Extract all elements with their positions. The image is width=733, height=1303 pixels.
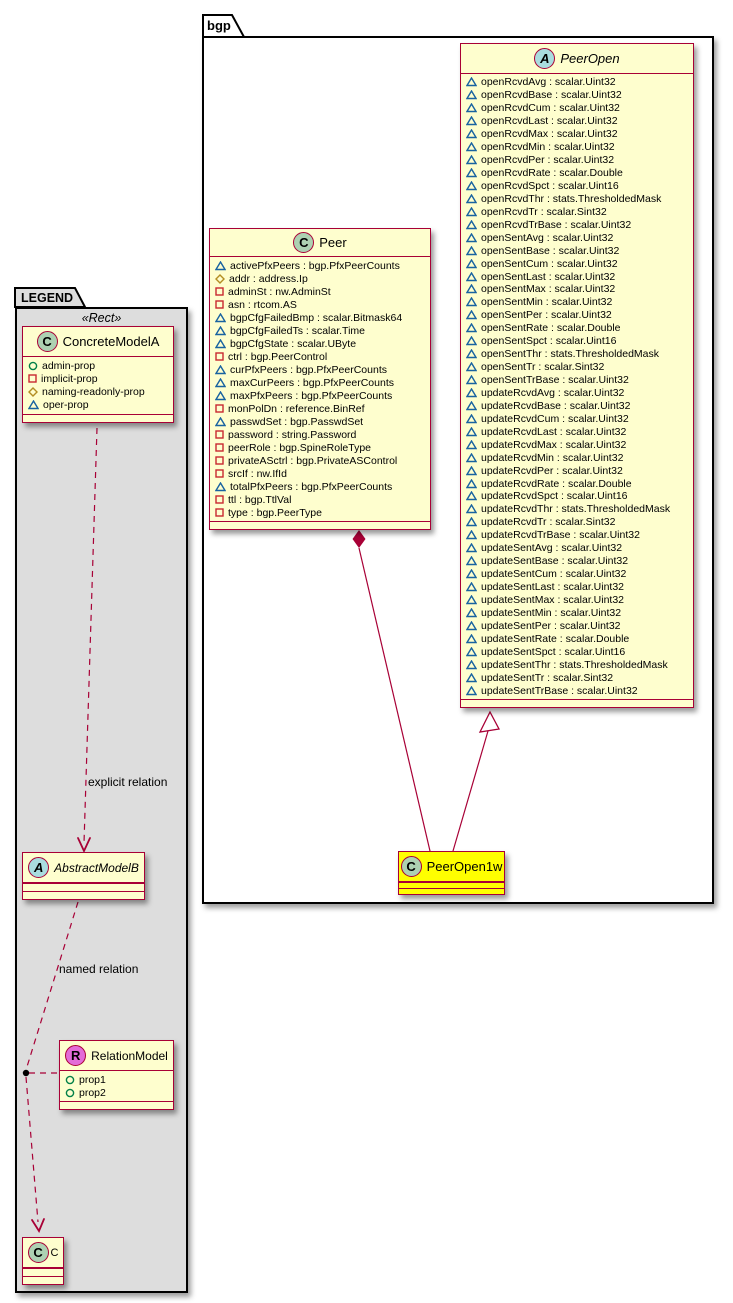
attribute-row	[215, 402, 427, 415]
attribute-row	[215, 480, 427, 493]
attribute-label: updateRcvdAvg : scalar.Uint32	[481, 386, 625, 399]
attribute-row	[466, 257, 690, 270]
named-relation-line-lower	[26, 1077, 38, 1222]
attribute-row	[466, 167, 690, 180]
attribute-row	[215, 350, 427, 363]
attribute-label: maxPfxPeers : bgp.PfxPeerCounts	[230, 389, 393, 402]
attribute-label: openSentSpct : scalar.Uint16	[481, 335, 617, 348]
attribute-label: prop2	[79, 1086, 106, 1099]
triangle-icon	[466, 220, 477, 230]
methods-section	[60, 1101, 173, 1109]
triangle-icon	[466, 517, 477, 527]
attribute-label: openRcvdPer : scalar.Uint32	[481, 154, 615, 167]
composition-diamond-icon	[353, 530, 366, 548]
attribute-label: ctrl : bgp.PeerControl	[228, 350, 328, 363]
legend-package-label: LEGEND	[21, 291, 74, 305]
attribute-label: openSentPer : scalar.Uint32	[481, 309, 612, 322]
triangle-icon	[466, 647, 477, 657]
attribute-row	[28, 385, 170, 398]
attribute-row	[466, 335, 690, 348]
attribute-label: openRcvdTrBase : scalar.Uint32	[481, 218, 632, 231]
attribute-row	[466, 296, 690, 309]
attribute-label: updateSentLast : scalar.Uint32	[481, 581, 625, 594]
attribute-row	[466, 529, 690, 542]
triangle-icon	[466, 491, 477, 501]
triangle-icon	[466, 142, 477, 152]
attribute-label: openSentThr : stats.ThresholdedMask	[481, 348, 660, 361]
triangle-icon	[466, 608, 477, 618]
attribute-label: openSentAvg : scalar.Uint32	[481, 231, 614, 244]
triangle-icon	[466, 634, 477, 644]
attribute-label: bgpCfgState : scalar.UByte	[230, 337, 357, 350]
class-name: RelationModel	[91, 1048, 168, 1063]
methods-section-empty	[23, 1276, 63, 1284]
square-icon	[215, 352, 224, 361]
triangle-icon	[466, 272, 477, 282]
triangle-icon	[466, 77, 477, 87]
triangle-icon	[215, 417, 226, 427]
attribute-row	[215, 324, 427, 337]
triangle-icon	[466, 543, 477, 553]
bgp-package-label: bgp	[207, 18, 231, 33]
attribute-label: updateRcvdMin : scalar.Uint32	[481, 451, 624, 464]
triangle-icon	[466, 103, 477, 113]
attribute-label: ttl : bgp.TtlVal	[228, 493, 292, 506]
attribute-row	[28, 372, 170, 385]
triangle-icon	[466, 673, 477, 683]
attribute-row	[466, 581, 690, 594]
attribute-row	[466, 218, 690, 231]
attribute-row	[466, 516, 690, 529]
attribute-row	[215, 454, 427, 467]
class-name: ConcreteModelA	[62, 334, 160, 349]
triangle-icon	[215, 313, 226, 323]
attribute-row	[466, 180, 690, 193]
attribute-row	[466, 115, 690, 128]
triangle-icon	[215, 378, 226, 388]
triangle-icon	[215, 339, 226, 349]
attribute-row	[28, 359, 170, 372]
attribute-label: activePfxPeers : bgp.PfxPeerCounts	[230, 259, 400, 272]
attribute-row	[466, 128, 690, 141]
class-name: Peer	[319, 235, 347, 250]
attribute-row	[466, 361, 690, 374]
attribute-label: naming-readonly-prop	[42, 385, 145, 398]
attributes-section	[461, 74, 693, 699]
attribute-label: updateSentCum : scalar.Uint32	[481, 568, 627, 581]
triangle-icon	[466, 129, 477, 139]
methods-section	[23, 414, 173, 422]
class-title	[461, 44, 693, 74]
triangle-icon	[466, 90, 477, 100]
class-badge-icon: C	[293, 232, 314, 253]
generalization-triangle-icon	[480, 712, 499, 732]
attribute-label: bgpCfgFailedTs : scalar.Time	[230, 324, 365, 337]
attribute-label: updateSentBase : scalar.Uint32	[481, 555, 629, 568]
methods-section	[461, 699, 693, 707]
triangle-icon	[466, 427, 477, 437]
attribute-row	[466, 102, 690, 115]
square-icon	[215, 287, 224, 296]
class-box-peer	[209, 228, 431, 530]
attribute-label: openRcvdThr : stats.ThresholdedMask	[481, 192, 662, 205]
class-box-peeropen1w	[398, 851, 505, 895]
attribute-row	[466, 451, 690, 464]
attribute-label: updateRcvdRate : scalar.Double	[481, 477, 632, 490]
methods-section-empty	[399, 888, 504, 894]
attribute-label: updateSentRate : scalar.Double	[481, 632, 630, 645]
attribute-row	[466, 658, 690, 671]
attribute-label: monPolDn : reference.BinRef	[228, 402, 365, 415]
attribute-label: openRcvdLast : scalar.Uint32	[481, 115, 618, 128]
attribute-row	[466, 425, 690, 438]
class-box-c	[22, 1237, 64, 1285]
attribute-row	[65, 1086, 170, 1099]
legend-stereotype-label: «Rect»	[81, 311, 122, 325]
attribute-label: totalPfxPeers : bgp.PfxPeerCounts	[230, 480, 393, 493]
attribute-label: updateSentTr : scalar.Sint32	[481, 671, 614, 684]
class-badge-icon: C	[37, 331, 58, 352]
triangle-icon	[466, 336, 477, 346]
attribute-row	[466, 348, 690, 361]
triangle-icon	[466, 686, 477, 696]
class-name: PeerOpen1w	[426, 859, 503, 874]
composition-line	[359, 548, 430, 851]
methods-section	[210, 521, 430, 529]
attribute-label: updateSentAvg : scalar.Uint32	[481, 542, 623, 555]
attribute-label: updateSentThr : stats.ThresholdedMask	[481, 658, 668, 671]
attributes-section	[210, 257, 430, 521]
attribute-label: passwdSet : bgp.PasswdSet	[230, 415, 364, 428]
attribute-row	[466, 490, 690, 503]
attribute-row	[65, 1073, 170, 1086]
class-name: PeerOpen	[560, 51, 620, 66]
attribute-row	[215, 389, 427, 402]
diamond-icon	[28, 387, 38, 397]
triangle-icon	[466, 246, 477, 256]
attribute-row	[466, 322, 690, 335]
generalization-line	[453, 731, 488, 851]
attribute-label: updateRcvdTrBase : scalar.Uint32	[481, 529, 640, 542]
attribute-row	[466, 684, 690, 697]
attribute-label: updateSentMax : scalar.Uint32	[481, 593, 625, 606]
attribute-row	[466, 387, 690, 400]
square-icon	[215, 469, 224, 478]
attribute-label: openSentMin : scalar.Uint32	[481, 296, 613, 309]
attribute-row	[466, 438, 690, 451]
attribute-label: prop1	[79, 1073, 106, 1086]
triangle-icon	[466, 479, 477, 489]
attribute-label: addr : address.Ip	[229, 272, 308, 285]
triangle-icon	[466, 388, 477, 398]
triangle-icon	[215, 326, 226, 336]
triangle-icon	[466, 466, 477, 476]
attribute-row	[215, 415, 427, 428]
attribute-row	[466, 464, 690, 477]
attribute-row	[466, 270, 690, 283]
triangle-icon	[215, 391, 226, 401]
class-box-peeropen	[460, 43, 694, 708]
attribute-row	[466, 619, 690, 632]
relation-junction-dot-icon	[23, 1070, 29, 1076]
attribute-label: peerRole : bgp.SpineRoleType	[228, 441, 372, 454]
class-badge-icon: C	[401, 856, 422, 877]
attribute-label: openSentRate : scalar.Double	[481, 322, 621, 335]
attribute-row	[466, 154, 690, 167]
class-box-relationmodel	[59, 1040, 174, 1110]
triangle-icon	[466, 504, 477, 514]
attribute-row	[466, 192, 690, 205]
triangle-icon	[466, 207, 477, 217]
abstract-class-badge-icon: A	[28, 857, 49, 878]
class-badge-icon: C	[28, 1242, 49, 1263]
attributes-section-empty	[23, 1268, 63, 1276]
attribute-label: updateRcvdLast : scalar.Uint32	[481, 425, 627, 438]
attribute-row	[466, 594, 690, 607]
attribute-row	[215, 298, 427, 311]
triangle-icon	[28, 400, 39, 410]
attribute-label: updateRcvdPer : scalar.Uint32	[481, 464, 623, 477]
triangle-icon	[466, 284, 477, 294]
attribute-row	[215, 311, 427, 324]
attribute-row	[466, 244, 690, 257]
attribute-label: openSentBase : scalar.Uint32	[481, 244, 620, 257]
class-title	[23, 1238, 63, 1268]
triangle-icon	[466, 414, 477, 424]
named-relation-label: named relation	[59, 962, 139, 976]
circle-icon	[65, 1088, 75, 1098]
square-icon	[215, 443, 224, 452]
attribute-label: openRcvdBase : scalar.Uint32	[481, 89, 622, 102]
square-icon	[215, 430, 224, 439]
triangle-icon	[466, 349, 477, 359]
class-title	[210, 229, 430, 257]
square-icon	[215, 495, 224, 504]
attribute-row	[466, 555, 690, 568]
triangle-icon	[466, 116, 477, 126]
attribute-label: openRcvdRate : scalar.Double	[481, 167, 623, 180]
attribute-row	[215, 376, 427, 389]
attribute-label: updateSentMin : scalar.Uint32	[481, 606, 622, 619]
attribute-label: updateRcvdBase : scalar.Uint32	[481, 399, 631, 412]
triangle-icon	[466, 168, 477, 178]
triangle-icon	[466, 233, 477, 243]
attribute-label: updateRcvdThr : stats.ThresholdedMask	[481, 503, 671, 516]
class-title	[23, 327, 173, 357]
attributes-section-empty	[23, 883, 144, 891]
attribute-label: updateSentSpct : scalar.Uint16	[481, 645, 626, 658]
triangle-icon	[466, 310, 477, 320]
triangle-icon	[466, 259, 477, 269]
class-box-concretemodela	[22, 326, 174, 423]
triangle-icon	[466, 401, 477, 411]
attribute-row	[215, 337, 427, 350]
triangle-icon	[466, 181, 477, 191]
attribute-row	[466, 205, 690, 218]
square-icon	[215, 404, 224, 413]
triangle-icon	[466, 582, 477, 592]
attribute-label: openSentTrBase : scalar.Uint32	[481, 374, 629, 387]
attribute-row	[466, 477, 690, 490]
triangle-icon	[215, 261, 226, 271]
attribute-row	[466, 309, 690, 322]
attribute-label: openSentTr : scalar.Sint32	[481, 361, 605, 374]
attribute-row	[466, 632, 690, 645]
class-title	[23, 853, 144, 883]
triangle-icon	[466, 569, 477, 579]
attribute-label: adminSt : nw.AdminSt	[228, 285, 331, 298]
attribute-label: updateSentTrBase : scalar.Uint32	[481, 684, 638, 697]
attribute-label: updateSentPer : scalar.Uint32	[481, 619, 621, 632]
triangle-icon	[466, 530, 477, 540]
square-icon	[215, 300, 224, 309]
attribute-row	[466, 606, 690, 619]
diamond-icon	[215, 274, 225, 284]
attribute-row	[215, 428, 427, 441]
triangle-icon	[466, 621, 477, 631]
attribute-row	[466, 141, 690, 154]
attribute-label: openRcvdMin : scalar.Uint32	[481, 141, 615, 154]
triangle-icon	[215, 365, 226, 375]
attribute-label: updateRcvdSpct : scalar.Uint16	[481, 490, 628, 503]
class-box-abstractmodelb	[22, 852, 145, 900]
attribute-label: openRcvdCum : scalar.Uint32	[481, 102, 620, 115]
attribute-row	[466, 671, 690, 684]
relation-badge-icon: R	[65, 1045, 86, 1066]
attribute-row	[466, 503, 690, 516]
attribute-label: type : bgp.PeerType	[228, 506, 322, 519]
attribute-label: bgpCfgFailedBmp : scalar.Bitmask64	[230, 311, 403, 324]
attribute-label: openRcvdMax : scalar.Uint32	[481, 128, 618, 141]
square-icon	[215, 456, 224, 465]
attribute-label: password : string.Password	[228, 428, 357, 441]
attribute-row	[466, 399, 690, 412]
class-title	[399, 852, 504, 882]
attribute-row	[466, 645, 690, 658]
attribute-label: openRcvdSpct : scalar.Uint16	[481, 179, 619, 192]
triangle-icon	[466, 362, 477, 372]
triangle-icon	[466, 660, 477, 670]
attribute-label: openRcvdTr : scalar.Sint32	[481, 205, 607, 218]
attribute-row	[466, 374, 690, 387]
triangle-icon	[466, 194, 477, 204]
attribute-label: implicit-prop	[41, 372, 98, 385]
attribute-row	[215, 272, 427, 285]
attribute-label: openRcvdAvg : scalar.Uint32	[481, 76, 616, 89]
methods-section-empty	[23, 891, 144, 899]
triangle-icon	[466, 155, 477, 165]
attribute-label: updateRcvdCum : scalar.Uint32	[481, 412, 629, 425]
explicit-relation-label: explicit relation	[88, 775, 168, 789]
attribute-row	[466, 542, 690, 555]
circle-icon	[65, 1075, 75, 1085]
attribute-label: openSentLast : scalar.Uint32	[481, 270, 616, 283]
attribute-row	[215, 259, 427, 272]
attribute-row	[215, 506, 427, 519]
triangle-icon	[466, 453, 477, 463]
attribute-row	[466, 231, 690, 244]
attribute-label: privateASctrl : bgp.PrivateASControl	[228, 454, 398, 467]
triangle-icon	[466, 440, 477, 450]
attribute-row	[215, 285, 427, 298]
abstract-class-badge-icon: A	[534, 48, 555, 69]
attribute-label: openSentMax : scalar.Uint32	[481, 283, 616, 296]
attribute-row	[215, 363, 427, 376]
attributes-section	[23, 357, 173, 414]
attribute-label: maxCurPeers : bgp.PfxPeerCounts	[230, 376, 394, 389]
triangle-icon	[215, 482, 226, 492]
triangle-icon	[466, 323, 477, 333]
attribute-row	[466, 89, 690, 102]
class-title	[60, 1041, 173, 1071]
triangle-icon	[466, 556, 477, 566]
attribute-row	[28, 399, 170, 412]
attribute-label: openSentCum : scalar.Uint32	[481, 257, 618, 270]
attribute-row	[466, 283, 690, 296]
attribute-row	[466, 412, 690, 425]
attribute-row	[466, 76, 690, 89]
attribute-row	[215, 441, 427, 454]
square-icon	[215, 508, 224, 517]
square-icon	[28, 374, 37, 383]
triangle-icon	[466, 375, 477, 385]
attributes-section	[60, 1071, 173, 1101]
triangle-icon	[466, 297, 477, 307]
attribute-row	[466, 568, 690, 581]
attribute-label: srcIf : nw.IfId	[228, 467, 287, 480]
attribute-row	[215, 467, 427, 480]
attribute-label: asn : rtcom.AS	[228, 298, 297, 311]
attribute-label: curPfxPeers : bgp.PfxPeerCounts	[230, 363, 387, 376]
circle-icon	[28, 361, 38, 371]
attribute-label: updateRcvdMax : scalar.Uint32	[481, 438, 627, 451]
attribute-label: admin-prop	[42, 359, 96, 372]
triangle-icon	[466, 595, 477, 605]
class-name: C	[50, 1246, 59, 1259]
class-name: AbstractModelB	[54, 860, 139, 875]
attribute-label: updateRcvdTr : scalar.Sint32	[481, 516, 616, 529]
attribute-label: oper-prop	[43, 399, 89, 412]
attribute-row	[215, 493, 427, 506]
